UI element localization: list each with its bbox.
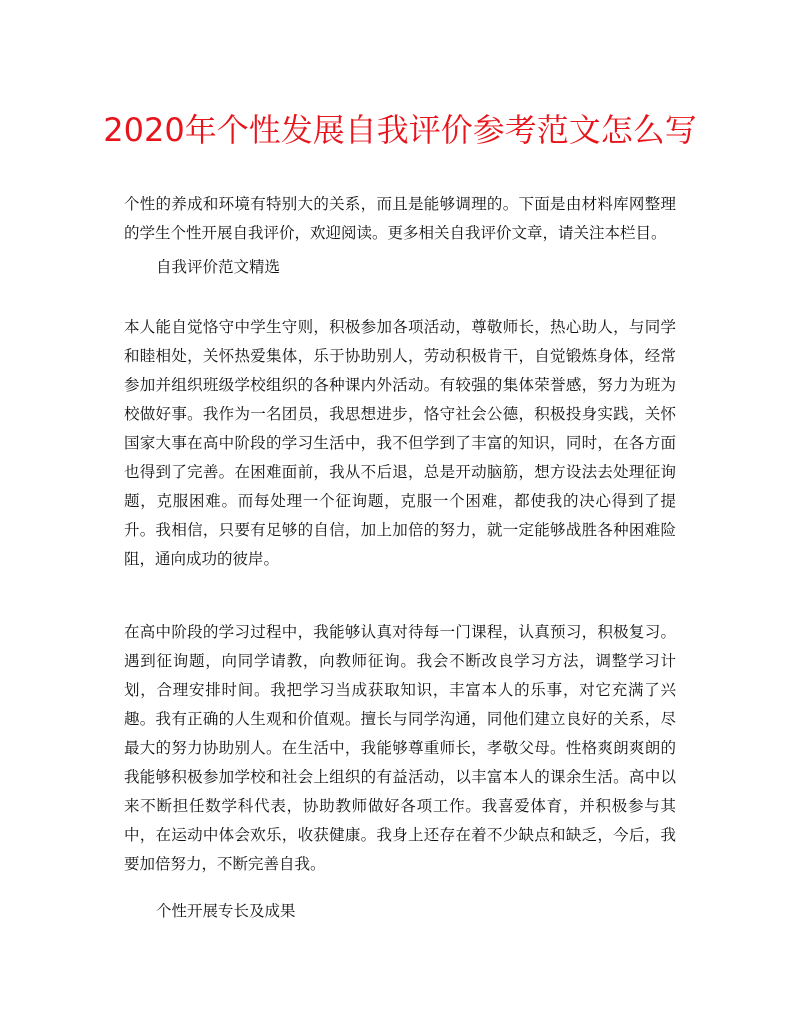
intro-paragraph: 个性的养成和环境有特别大的关系，而且是能够调理的。下面是由材料库网整理的学生个性开展自我评价，欢迎阅读。更多相关自我评价文章，请关注本栏目。 <box>124 195 676 242</box>
section-heading-essays: 自我评价范文精选 <box>156 258 281 276</box>
section-heading-specialties: 个性开展专长及成果 <box>156 902 296 920</box>
body-paragraph-2: 在高中阶段的学习过程中，我能够认真对待每一门课程，认真预习，积极复习。遇到征询题，向同学请教，向教师征询。我会不断改良学习方法，调整学习计划，合理安排时间。我把学习当成获取知识，丰富本人的乐事，对它充满了兴趣。我有正确的人生观和价值观。擅长与同学沟通，同他们建立良好的关系，尽最大的努力协助别人。在生活中，我能够尊重师长，孝敬父母。性格爽朗爽朗的我能够积极参加学校和社会上组织的有益活动，以丰富本人的课余生活。高中以来不断担任数学科代表，协助教师做好各项工作。我喜爱体育，并积极参与其中，在运动中体会欢乐，收获健康。我身上还存在着不少缺点和缺乏，今后，我要加倍努力，不断完善自我。 <box>124 623 676 873</box>
body-paragraph-1: 本人能自觉恪守中学生守则，积极参加各项活动，尊敬师长，热心助人，与同学和睦相处，关怀热爱集体，乐于协助别人，劳动积极肯干，自觉锻炼身体，经常参加并组织班级学校组织的各种课内外活动。有较强的集体荣誉感，努力为班为校做好事。我作为一名团员，我思想进步，恪守社会公德，积极投身实践，关怀国家大事在高中阶段的学习生活中，我不但学到了丰富的知识，同时，在各方面也得到了完善。在困难面前，我从不后退，总是开动脑筋，想方设法去处理征询题，克服困难。而每处理一个征询题，克服一个困难，都使我的决心得到了提升。我相信，只要有足够的自信，加上加倍的努力，就一定能够战胜各种困难险阻，通向成功的彼岸。 <box>124 318 676 568</box>
document-title: 2020年个性发展自我评价参考范文怎么写 <box>103 111 697 149</box>
